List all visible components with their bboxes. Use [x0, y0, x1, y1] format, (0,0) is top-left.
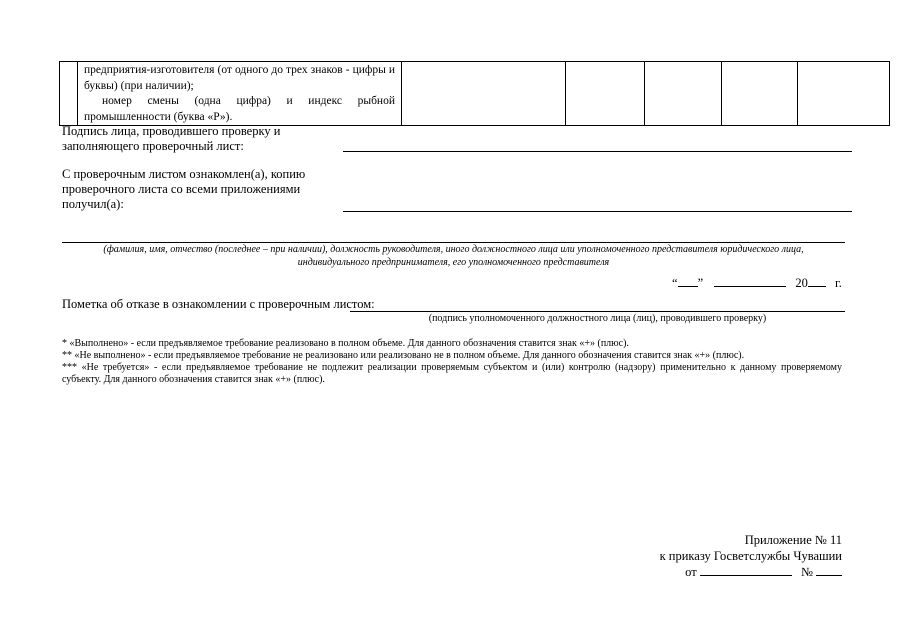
acquainted-signature-line	[343, 211, 852, 212]
refusal-caption: (подпись уполномоченного должностного лица (лиц), проводившего проверку)	[428, 313, 767, 324]
caption-line: индивидуального предпринимателя, его уполномоченного представителя	[297, 257, 610, 268]
table-cell-notes	[798, 62, 890, 126]
day-blank	[678, 275, 698, 287]
label-line: заполняющего проверочный лист:	[62, 139, 244, 153]
inspector-signature-line	[343, 151, 852, 152]
from-label: от	[685, 565, 697, 579]
date-blank	[700, 564, 792, 576]
close-quote: ”	[697, 276, 704, 290]
footnotes	[62, 338, 842, 386]
footnote: ** «Не выполнено» - если предъявляемое требование не реализовано или реализовано не в полном объеме. Для данного обозначения ставится знак «+» (плюс).	[62, 350, 745, 361]
table-cell-reference	[402, 62, 566, 126]
date-field	[672, 275, 842, 291]
table-cell-index	[60, 62, 78, 126]
open-quote: “	[672, 276, 678, 290]
label-line: Подпись лица, проводившего проверку и	[62, 124, 281, 138]
appendix-order: к приказу Госветслужбы Чувашии	[659, 549, 842, 563]
year-prefix: 20	[795, 276, 808, 290]
requirement-text: номер смены (одна цифра) и индекс рыбной промышленности (буква «Р»).	[84, 95, 395, 123]
label-line: С проверочным листом ознакомлен(а), копию	[62, 167, 306, 181]
table-cell-not-required	[722, 62, 798, 126]
requirement-text: предприятия-изготовителя (от одного до трех знаков - цифры и буквы) (при наличии);	[84, 64, 395, 92]
refusal-signature-line	[350, 311, 845, 312]
table-row	[60, 62, 890, 126]
caption-line: (фамилия, имя, отчество (последнее – при наличии), должность руководителя, иного должностного лица или уполномоченного представителя юридического лица,	[103, 244, 804, 255]
year-blank	[808, 275, 826, 287]
number-label: №	[800, 565, 813, 579]
number-blank	[816, 564, 842, 576]
year-suffix: г.	[835, 276, 842, 290]
table-cell-not-done	[645, 62, 722, 126]
appendix-date-number	[660, 564, 842, 580]
acquainted-label	[62, 167, 305, 212]
full-name-caption	[62, 243, 845, 269]
month-blank	[714, 275, 786, 287]
footnote: *** «Не требуется» - если предъявляемое требование не подлежит реализации проверяемым субъектом и (или) контролю (надзору) применительно к данному проверяемому субъекту. Для данного обозначения ставится знак «+» (плюс).	[62, 362, 842, 385]
refusal-label: Пометка об отказе в ознакомлении с проверочным листом:	[62, 297, 375, 311]
appendix-number: Приложение № 11	[744, 533, 842, 547]
table-cell-requirement	[78, 62, 402, 126]
appendix-header	[660, 532, 842, 580]
inspector-signature-label	[62, 124, 280, 154]
label-line: проверочного листа со всеми приложениями	[62, 182, 301, 196]
table-cell-done	[566, 62, 645, 126]
footnote: * «Выполнено» - если предъявляемое требование реализовано в полном объеме. Для данного обозначения ставится знак «+» (плюс).	[62, 338, 629, 349]
label-line: получил(а):	[62, 197, 124, 211]
checklist-table-continuation	[59, 61, 890, 126]
